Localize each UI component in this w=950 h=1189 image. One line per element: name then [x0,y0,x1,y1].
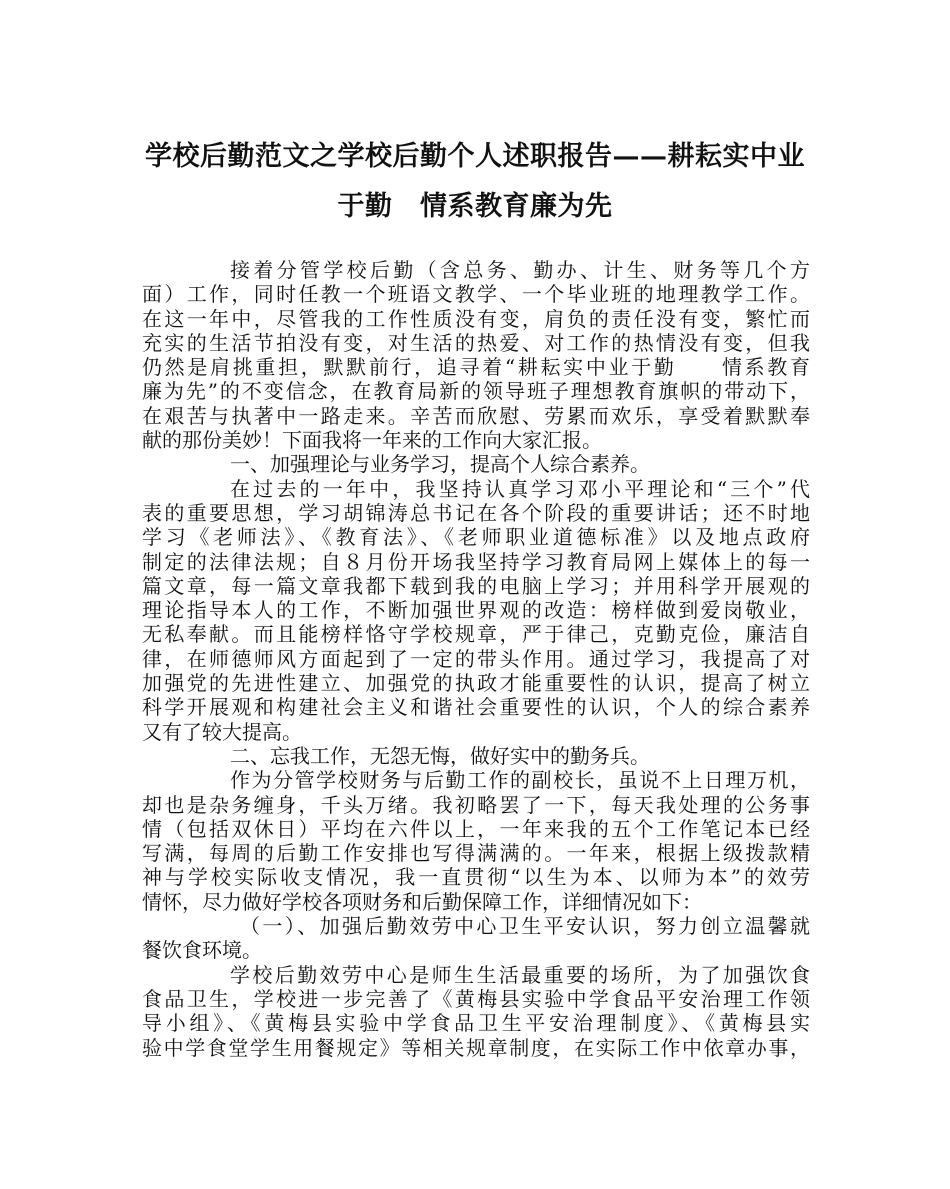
document-title [120,132,830,232]
text-line: 无私奉献。而且能榜样恪守学校规章，严于律己，克勤克俭，廉洁自 [142,622,810,647]
text-line: 餐饮食环境。 [142,938,262,963]
text-line: （一）、加强后勤效劳中心卫生平安认识，努力创立温馨就 [240,914,810,939]
text-line: 接着分管学校后勤（含总务、勤办、计生、财务等几个方 [230,258,810,282]
text-line: 在这一年中，尽管我的工作性质没有变，肩负的责任没有变，繁忙而 [142,306,810,331]
subsection-heading [142,914,810,963]
document-body [142,258,810,1060]
text-line: 仍然是肩挑重担，默默前行，追寻着“耕耘实中业于勤 情系教育 [142,355,810,380]
text-line: 制定的法律法规；自８月份开场我坚持学习教育局网上媒体上的每一 [142,549,810,574]
text-line: 又有了较大提高。 [142,719,302,744]
text-line: 作为分管学校财务与后勤工作的副校长，虽说不上日理万机， [230,768,810,793]
text-line: 篇文章，每一篇文章我都下载到我的电脑上学习；并用科学开展观的 [142,573,810,598]
paragraph [142,963,810,1060]
text-line: 写满，每周的后勤工作安排也写得满满的。一年来，根据上级拨款精 [142,841,810,866]
paragraph [142,768,810,914]
text-line: 表的重要思想，学习胡锦涛总书记在各个阶段的重要讲话；还不时地 [142,500,810,525]
text-line: 律，在师德师风方面起到了一定的带头作用。通过学习，我提高了对 [142,646,810,671]
section-heading [142,744,810,768]
title-line: 学校后勤范文之学校后勤个人述职报告——耕耘实中业 [145,141,805,172]
text-line: 情怀，尽力做好学校各项财务和后勤保障工作，详细情况如下： [142,889,702,914]
paragraph [142,258,810,452]
section-heading [142,452,810,476]
text-line: 科学开展观和构建社会主义和谐社会重要性的认识，个人的综合素养 [142,695,810,720]
text-line: 廉为先”的不变信念，在教育局新的领导班子理想教育旗帜的带动下， [142,379,810,404]
text-line: 神与学校实际收支情况，我一直贯彻“以生为本、以师为本”的效劳 [142,865,810,890]
text-line: 食品卫生，学校进一步完善了《黄梅县实验中学食品平安治理工作领 [142,986,810,1011]
text-line: 情（包括双休日）平均在六件以上，一年来我的五个工作笔记本已经 [142,816,810,841]
text-line: 学校后勤效劳中心是师生生活最重要的场所，为了加强饮食 [230,962,810,987]
paragraph [142,477,810,744]
text-line: 献的那份美妙！下面我将一年来的工作向大家汇报。 [142,428,602,453]
text-line: 却也是杂务缠身，千头万绪。我初略罢了一下，每天我处理的公务事 [142,792,810,817]
text-line: 学习《老师法》、《教育法》、《老师职业道德标准》以及地点政府 [142,525,810,550]
text-line: 加强党的先进性建立、加强党的执政才能重要性的认识，提高了树立 [142,671,810,696]
text-line: 在艰苦与执著中一路走来。辛苦而欣慰、劳累而欢乐，享受着默默奉 [142,403,810,428]
text-line: 导小组》、《黄梅县实验中学食品卫生平安治理制度》、《黄梅县实 [142,1011,810,1036]
text-line: 面）工作，同时任教一个班语文教学、一个毕业班的地理教学工作。 [142,282,810,307]
text-line: 验中学食堂学生用餐规定》等相关规章制度，在实际工作中依章办事， [142,1035,810,1060]
text-line: 在过去的一年中，我坚持认真学习邓小平理论和“三个”代 [230,476,810,501]
text-line: 理论指导本人的工作，不断加强世界观的改造：榜样做到爱岗敬业， [142,598,810,623]
title-line: 于勤 情系教育廉为先 [337,191,613,222]
text-line: 充实的生活节拍没有变，对生活的热爱、对工作的热情没有变，但我 [142,330,810,355]
text-line: 二、忘我工作，无怨无悔，做好实中的勤务兵。 [230,743,650,768]
text-line: 一、加强理论与业务学习，提高个人综合素养。 [230,452,650,477]
